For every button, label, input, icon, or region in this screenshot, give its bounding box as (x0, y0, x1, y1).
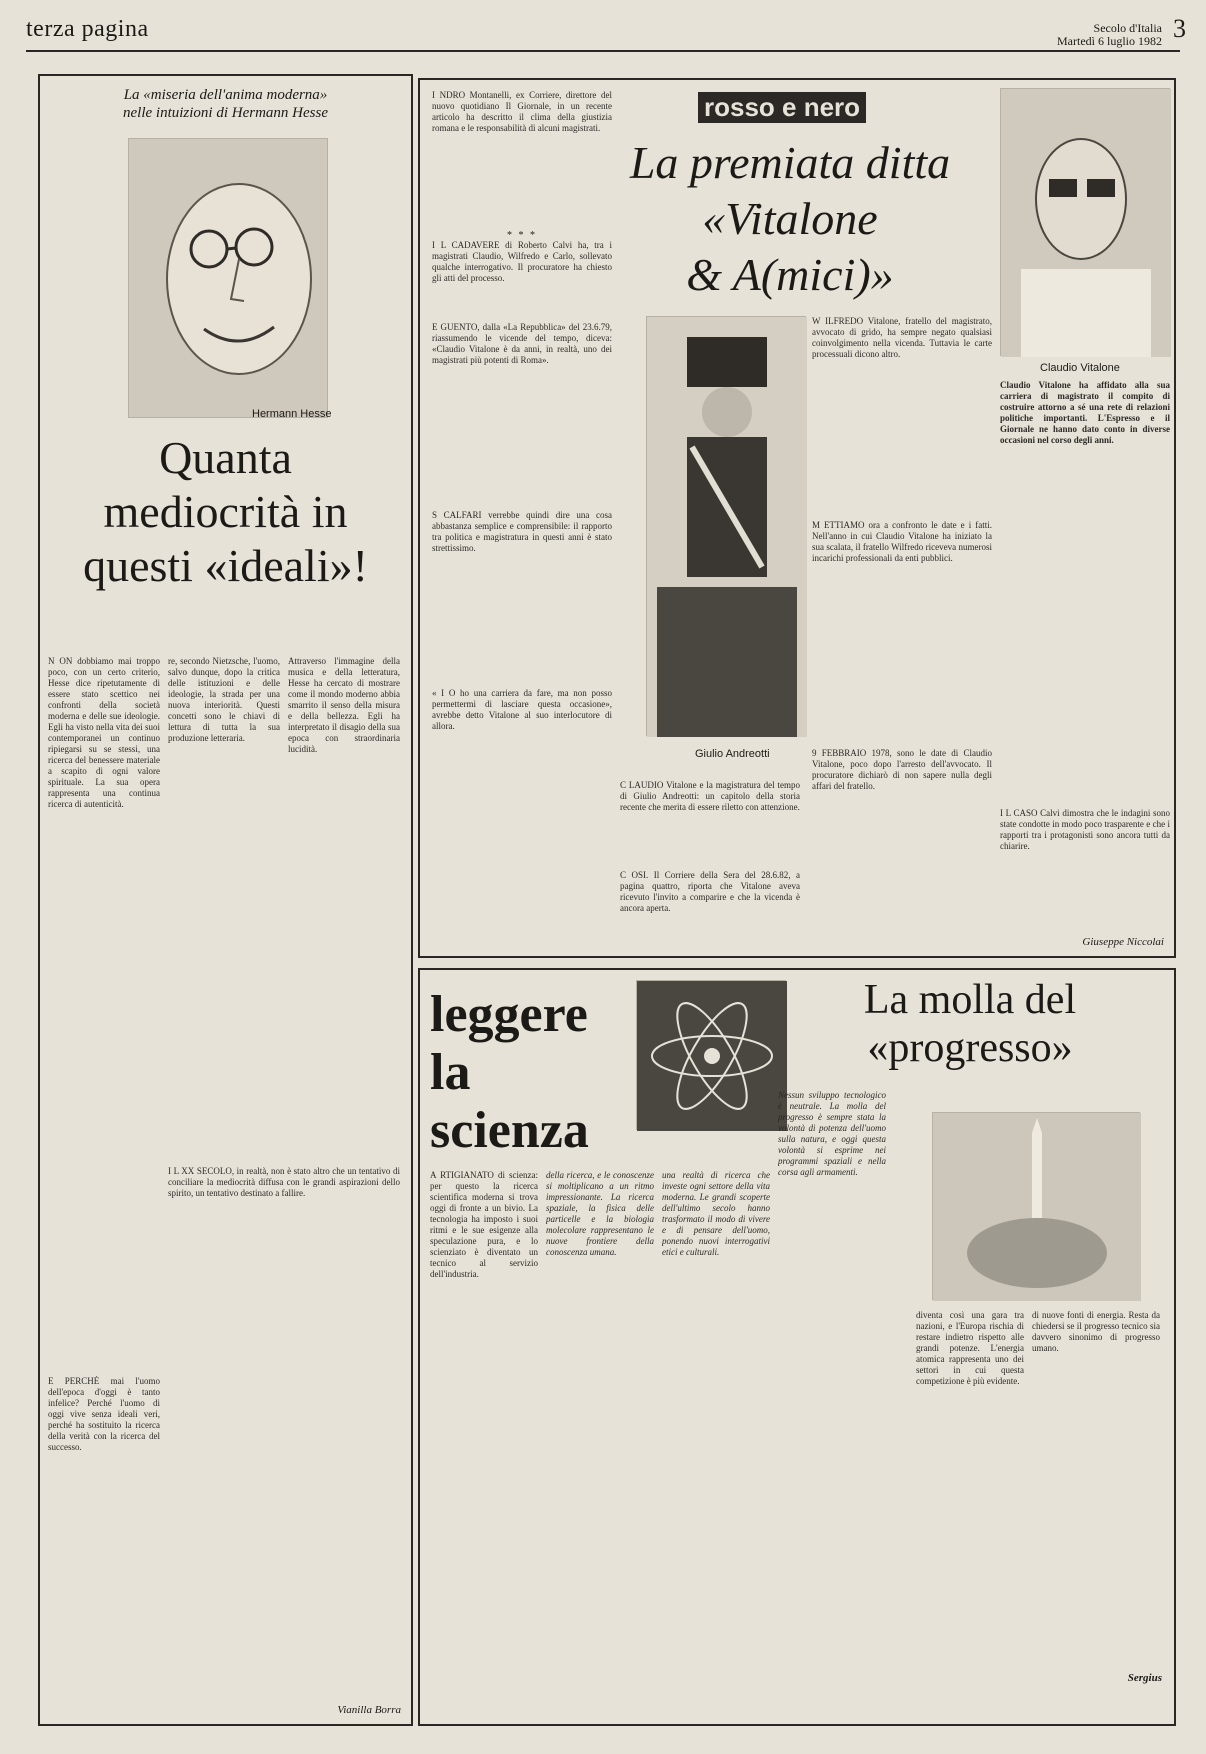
rosso-mid-3: 9 FEBBRAIO 1978, sono le date di Claudio Vitalone, poco dopo l'arresto dell'avvocato. Il procuratore dichiarò di non sapere nulla degli affari del fratello. (812, 748, 992, 791)
rosso-byline: Giuseppe Niccolai (1082, 936, 1164, 948)
rosso-intro-1: I NDRO Montanelli, ex Corriere, direttore del nuovo quotidiano Il Giornale, in un recente articolo ha descritto il clima della giustizia romana e le responsabilità di alcuni magistrati. (432, 90, 612, 133)
hesse-section-3: E PERCHÉ mai l'uomo dell'epoca d'oggi è tanto infelice? Perché l'uomo di oggi vive senza ideali veri, perché ha sostituito la ricerca della verità con la ricerca del successo. (48, 1376, 160, 1452)
andreotti-caption: Giulio Andreotti (695, 748, 770, 760)
scienza-column-5: diventa così una gara tra nazioni, e l'Europa rischia di restare indietro rispetto alle grandi potenze. L'energia atomica rappresenta uno dei settori in cui questa competizione è più evidente. (916, 1310, 1024, 1386)
scienza-article (418, 968, 1176, 1726)
hesse-article (38, 74, 413, 1726)
header-rule (26, 50, 1180, 52)
vitalone-photo (1000, 88, 1170, 356)
newspaper-name: Secolo d'Italia (1093, 21, 1162, 35)
rosso-article (418, 78, 1176, 958)
hesse-kicker: La «miseria dell'anima moderna» nelle intuizioni di Hermann Hesse (123, 87, 328, 121)
rosso-right-column: Claudio Vitalone ha affidato alla sua carriera di magistrato il compito di costruire attorno a sé una rete di relazioni politiche importanti. L'Espresso e il Giornale ne hanno dato conto in diverse occasioni nel corso degli anni. (1000, 380, 1170, 445)
vitalone-illustration (1001, 89, 1171, 357)
scienza-byline: Sergius (1127, 1672, 1162, 1684)
rosso-mid-2: M ETTIAMO ora a confronto le date e i fatti. Nell'anno in cui Claudio Vitalone ha iniziato la sua scalata, il fratello Wilfredo riceveva numerosi incarichi professionali da enti pubblici. (812, 520, 992, 563)
rocket-illustration (933, 1113, 1141, 1301)
hesse-column-3: Attraverso l'immagine della musica e della letteratura, Hesse ha cercato di mostrare come il mondo moderno abbia smarrito il senso della misura e della bellezza. Egli ha interpretato il disagio della sua epoca con straordinaria lucidità. (288, 656, 400, 754)
rosso-mid-4: C LAUDIO Vitalone e la magistratura del tempo di Giulio Andreotti: un capitolo della storia recente che merita di essere riletto con attenzione. (620, 780, 800, 812)
masthead-info (1057, 22, 1162, 48)
scienza-column-6: di nuove fonti di energia. Resta da chiedersi se il progresso tecnico sia davvero sinonimo di progresso umano. (1032, 1310, 1160, 1353)
atom-illustration (636, 980, 786, 1130)
carabiniere-photo (646, 316, 806, 736)
scienza-headline: La molla del «progresso» (863, 977, 1077, 1071)
rosso-intro-5: « I O ho una carriera da fare, ma non posso permettermi di lasciare questa occasione», avrebbe detto Vitalone al suo interlocutore di allora. (432, 688, 612, 731)
rosso-mid-1: W ILFREDO Vitalone, fratello del magistrato, avvocato di grido, ha sempre negato qualsiasi coinvolgimento nella vicenda. Tuttavia le carte processuali dicono altro. (812, 316, 992, 359)
page-number: 3 (1173, 14, 1186, 43)
vitalone-caption: Claudio Vitalone (1040, 362, 1120, 374)
atom-icon (637, 981, 787, 1131)
issue-date: Martedì 6 luglio 1982 (1057, 34, 1162, 48)
divider-stars: * * * (507, 230, 537, 241)
hesse-column-1: N ON dobbiamo mai troppo poco, con un certo criterio, Hesse dice ripetutamente di essere stato scettico nei confronti della società moderna e delle sue ideologie. Egli ha visto nella vita dei suoi contemporanei un continuo ripiegarsi su se stessi, una ricerca del benessere materiale a scapito di ogni valore spirituale. La sua opera rappresenta una continua ricerca di autenticità. (48, 656, 160, 809)
scienza-column-4: Nessun sviluppo tecnologico è neutrale. La molla del progresso è sempre stata la volontà di potenza dell'uomo sulla natura, e oggi questa volontà si esprime nei programmi spaziali e nella corsa agli armamenti. (778, 1090, 886, 1177)
scienza-column-3: una realtà di ricerca che investe ogni settore della vita moderna. Le grandi scoperte dell'ultimo secolo hanno trasformato il modo di vivere e di pensare dell'uomo, ponendo nuovi interrogativi etici e culturali. (662, 1170, 770, 1257)
rosso-intro-2: I L CADAVERE di Roberto Calvi ha, tra i magistrati Claudio, Wilfredo e Carlo, sollevato qualche interrogativo. Il procuratore ha chiesto gli atti del processo. (432, 240, 612, 283)
hesse-headline: Quanta mediocrità in questi «ideali»! (83, 432, 368, 591)
scienza-rubric: leggere la scienza (430, 986, 589, 1159)
portrait-illustration (129, 139, 328, 418)
rocket-photo (932, 1112, 1140, 1300)
hesse-byline: Vianilla Borra (337, 1704, 401, 1716)
rosso-intro-3: E GUENTO, dalla «La Repubblica» del 23.6.79, riassumendo le vicende del tempo, diceva: «Claudio Vitalone è da anni, in realtà, uno dei magistrati più potenti di Roma». (432, 322, 612, 365)
hesse-photo-caption: Hermann Hesse (252, 408, 332, 420)
rosso-banner: rosso e nero (698, 92, 866, 123)
rosso-right-column-2: I L CASO Calvi dimostra che le indagini sono state condotte in modo poco trasparente e che i rapporti tra i protagonisti sono ancora tutti da chiarire. (1000, 808, 1170, 851)
scienza-column-1: A RTIGIANATO di scienza: per questo la ricerca scientifica moderna si trova oggi di fronte a un bivio. La tecnologia ha imposto i suoi ritmi e le sue esigenze alla speculazione pura, e lo scienziato è diventato un tecnico al servizio dell'industria. (430, 1170, 538, 1279)
rosso-headline: La premiata ditta «Vitalone & A(mici)» (629, 137, 951, 300)
rosso-mid-5: C OSI. Il Corriere della Sera del 28.6.82, a pagina quattro, riporta che Vitalone aveva ricevuto l'invito a comparire e che la vicenda è ancora aperta. (620, 870, 800, 913)
section-title: terza pagina (26, 16, 149, 42)
carabiniere-illustration (647, 317, 807, 737)
rosso-intro-4: S CALFARI verrebbe quindi dire una cosa abbastanza semplice e comprensibile: il rapporto tra politica e magistratura in questi anni è stato strettissimo. (432, 510, 612, 553)
hesse-section-2: I L XX SECOLO, in realtà, non è stato altro che un tentativo di conciliare la mediocrità diffusa con le grandi aspirazioni dello spirito, un tentativo destinato a fallire. (168, 1166, 400, 1198)
hesse-column-2: re, secondo Nietzsche, l'uomo, salvo dunque, dopo la critica delle istituzioni e delle ideologie, la strada per una nuova interiorità. Questi concetti sono le chiavi di lettura di tutta la sua produzione letteraria. (168, 656, 280, 743)
hesse-portrait (128, 138, 328, 418)
scienza-column-2: della ricerca, e le conoscenze si moltiplicano a un ritmo impressionante. La ricerca spaziale, la fisica delle particelle e la biologia molecolare rappresentano le nuove frontiere della conoscenza umana. (546, 1170, 654, 1257)
